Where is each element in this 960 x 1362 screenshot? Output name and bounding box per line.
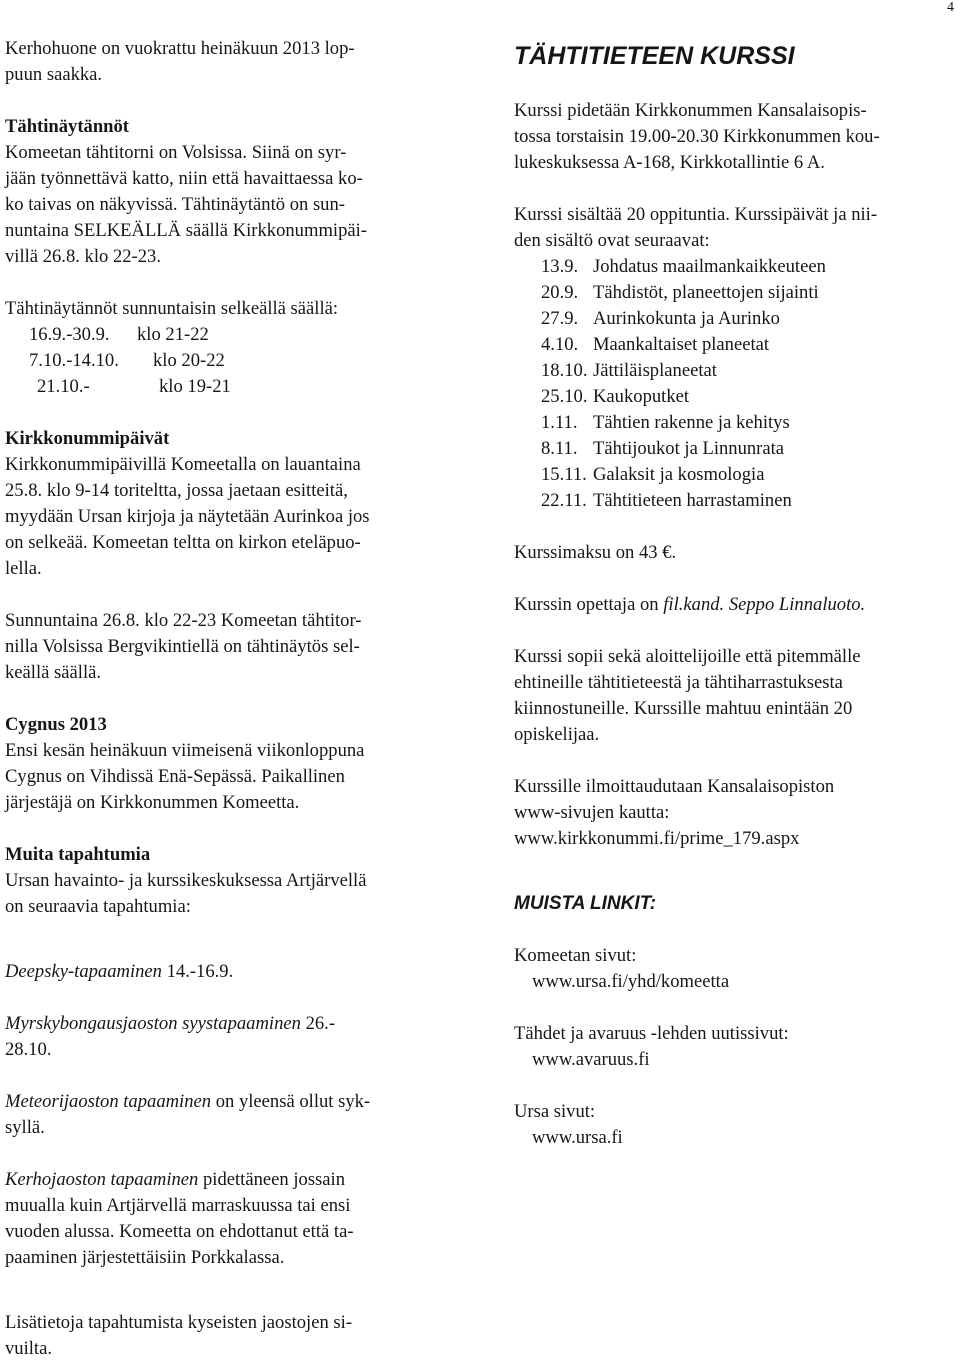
paragraph-line: vuoden alussa. Komeetta on ehdottanut että ta- — [5, 1221, 354, 1242]
paragraph-line: keällä säällä. — [5, 662, 102, 683]
lesson-row — [514, 436, 954, 462]
event-deepsky — [5, 959, 475, 985]
paragraph-line: Ursan havainto- ja kurssikeskuksessa Artjärvellä — [5, 870, 367, 891]
section-heading-muita: Muita tapahtumia — [5, 844, 151, 865]
paragraph-line: kiinnostuneille. Kurssille mahtuu enintään 20 — [514, 698, 853, 719]
page-number: 4 — [947, 0, 954, 15]
lesson-row — [514, 254, 954, 280]
lesson-topic: Galaksit ja kosmologia — [593, 464, 765, 485]
schedule-time: klo 19-21 — [159, 376, 231, 397]
intro-line: puun saakka. — [5, 64, 103, 85]
link-label: Komeetan sivut: — [514, 945, 637, 966]
lesson-list — [514, 254, 954, 514]
lesson-topic: Tähdistöt, planeettojen sijainti — [593, 282, 819, 303]
paragraph-line: on seuraavia tapahtumia: — [5, 896, 191, 917]
teacher-prefix: Kurssin opettaja on — [514, 594, 664, 615]
lesson-topic: Tähtijoukot ja Linnunrata — [593, 438, 785, 459]
event-date: 14.-16.9. — [161, 961, 234, 982]
link-label: Tähdet ja avaruus -lehden uutissivut: — [514, 1023, 789, 1044]
paragraph-line: nuntaina SELKEÄLLÄ säällä Kirkkonummipäi- — [5, 220, 367, 241]
schedule-date: 21.10.- — [37, 376, 90, 397]
lesson-date: 20.9. — [541, 282, 579, 303]
course-title: TÄHTITIETEEN KURSSI — [514, 42, 795, 70]
schedule-row — [5, 348, 475, 374]
lesson-row — [514, 358, 954, 384]
section-heading-cygnus: Cygnus 2013 — [5, 714, 107, 735]
lesson-date: 1.11. — [541, 412, 578, 433]
event-date: 26.- — [300, 1013, 336, 1034]
lesson-date: 4.10. — [541, 334, 579, 355]
event-text: on yleensä ollut syk- — [211, 1091, 371, 1112]
paragraph-line: Komeetan tähtitorni on Volsissa. Siinä on syr- — [5, 142, 347, 163]
event-name: Kerhojaoston tapaaminen — [5, 1169, 199, 1190]
event-date-cont: 28.10. — [5, 1039, 52, 1060]
schedule-intro: Tähtinäytännöt sunnuntaisin selkeällä säällä: — [5, 298, 339, 319]
paragraph-line: lukeskuksessa A-168, Kirkkotallintie 6 A. — [514, 152, 825, 173]
registration-url: www.kirkkonummi.fi/prime_179.aspx — [514, 828, 800, 849]
paragraph-line: Kirkkonummipäivillä Komeetalla on lauantaina — [5, 454, 361, 475]
paragraph-line: nilla Volsissa Bergvikintiellä on tähtinäytös sel- — [5, 636, 360, 657]
course-teacher — [514, 592, 954, 618]
event-name: Meteorijaoston tapaaminen — [5, 1091, 212, 1112]
paragraph-line: villä 26.8. klo 22-23. — [5, 246, 161, 267]
event-name: Myrskybongausjaoston syystapaaminen — [5, 1013, 301, 1034]
right-column — [514, 40, 954, 1151]
event-kerho — [5, 1167, 475, 1193]
paragraph-line: opiskelijaa. — [514, 724, 600, 745]
paragraph-line: Lisätietoja tapahtumista kyseisten jaostojen si- — [5, 1312, 353, 1333]
lesson-date: 25.10. — [541, 386, 588, 407]
lesson-row — [514, 462, 954, 488]
lesson-row — [514, 384, 954, 410]
lesson-date: 18.10. — [541, 360, 588, 381]
paragraph-line: on selkeää. Komeetan teltta on kirkon eteläpuo- — [5, 532, 361, 553]
schedule-row — [5, 322, 475, 348]
paragraph-line: Ensi kesän heinäkuun viimeisenä viikonloppuna — [5, 740, 365, 761]
event-myrsky — [5, 1011, 475, 1037]
section-heading-tahtinaytannot: Tähtinäytännöt — [5, 116, 129, 137]
paragraph-line: ehtineille tähtitieteestä ja tähtiharrastuksesta — [514, 672, 843, 693]
paragraph-line: muualla kuin Artjärvellä marraskuussa tai ensi — [5, 1195, 351, 1216]
paragraph-line: Kurssille ilmoittaudutaan Kansalaisopiston — [514, 776, 835, 797]
link-url: www.ursa.fi/yhd/komeetta — [532, 971, 730, 992]
schedule-time: klo 20-22 — [153, 350, 225, 371]
teacher-name: fil.kand. Seppo Linnaluoto. — [663, 594, 866, 615]
section-heading-kirkkonummipaivat: Kirkkonummipäivät — [5, 428, 170, 449]
link-label: Ursa sivut: — [514, 1101, 596, 1122]
lesson-row — [514, 488, 954, 514]
paragraph-line: paaminen järjestettäisiin Porkkalassa. — [5, 1247, 285, 1268]
lesson-row — [514, 280, 954, 306]
intro-line: Kerhohuone on vuokrattu heinäkuun 2013 lop- — [5, 38, 355, 59]
lesson-topic: Tähtitieteen harrastaminen — [593, 490, 792, 511]
lesson-topic: Kaukoputket — [593, 386, 690, 407]
paragraph-line: 25.8. klo 9-14 toriteltta, jossa jaetaan esitteitä, — [5, 480, 348, 501]
paragraph-line: ko taivas on näkyvissä. Tähtinäytäntö on sun- — [5, 194, 345, 215]
schedule-row — [5, 374, 475, 400]
links-title: MUISTA LINKIT: — [514, 893, 657, 914]
lesson-date: 22.11. — [541, 490, 587, 511]
paragraph-line: www-sivujen kautta: — [514, 802, 670, 823]
paragraph-line: vuilta. — [5, 1338, 52, 1359]
paragraph-line: den sisältö ovat seuraavat: — [514, 230, 710, 251]
paragraph-line: Kurssi sisältää 20 oppituntia. Kurssipäivät ja nii- — [514, 204, 878, 225]
paragraph-line: jään työnnettävä katto, niin että havaittaessa ko- — [5, 168, 363, 189]
event-text: pidettäneen jossain — [198, 1169, 346, 1190]
lesson-topic: Aurinkokunta ja Aurinko — [593, 308, 780, 329]
lesson-topic: Maankaltaiset planeetat — [593, 334, 770, 355]
paragraph-line: järjestäjä on Kirkkonummen Komeetta. — [5, 792, 300, 813]
lesson-date: 13.9. — [541, 256, 579, 277]
schedule-time: klo 21-22 — [137, 324, 209, 345]
paragraph-line: tossa torstaisin 19.00-20.30 Kirkkonummen kou- — [514, 126, 880, 147]
left-column — [5, 36, 475, 1362]
paragraph-line: myydään Ursan kirjoja ja näytetään Aurinkoa jos — [5, 506, 370, 527]
lesson-topic: Jättiläisplaneetat — [593, 360, 717, 381]
paragraph-line: Kurssi sopii sekä aloittelijoille että pitemmälle — [514, 646, 861, 667]
lesson-topic: Johdatus maailmankaikkeuteen — [593, 256, 826, 277]
lesson-date: 27.9. — [541, 308, 579, 329]
lesson-row — [514, 332, 954, 358]
lesson-row — [514, 410, 954, 436]
event-name: Deepsky-tapaaminen — [5, 961, 162, 982]
schedule-date: 7.10.-14.10. — [29, 350, 119, 371]
paragraph-line: Sunnuntaina 26.8. klo 22-23 Komeetan tähtitor- — [5, 610, 362, 631]
paragraph-line: lella. — [5, 558, 42, 579]
lesson-topic: Tähtien rakenne ja kehitys — [593, 412, 790, 433]
link-url: www.avaruus.fi — [532, 1049, 650, 1070]
event-meteori — [5, 1089, 475, 1115]
schedule-date: 16.9.-30.9. — [29, 324, 110, 345]
lesson-row — [514, 306, 954, 332]
course-fee: Kurssimaksu on 43 €. — [514, 542, 677, 563]
lesson-date: 15.11. — [541, 464, 587, 485]
link-url: www.ursa.fi — [532, 1127, 623, 1148]
paragraph-line: Cygnus on Vihdissä Enä-Sepässä. Paikallinen — [5, 766, 345, 787]
lesson-date: 8.11. — [541, 438, 578, 459]
event-text-cont: syllä. — [5, 1117, 45, 1138]
paragraph-line: Kurssi pidetään Kirkkonummen Kansalaisopis- — [514, 100, 867, 121]
